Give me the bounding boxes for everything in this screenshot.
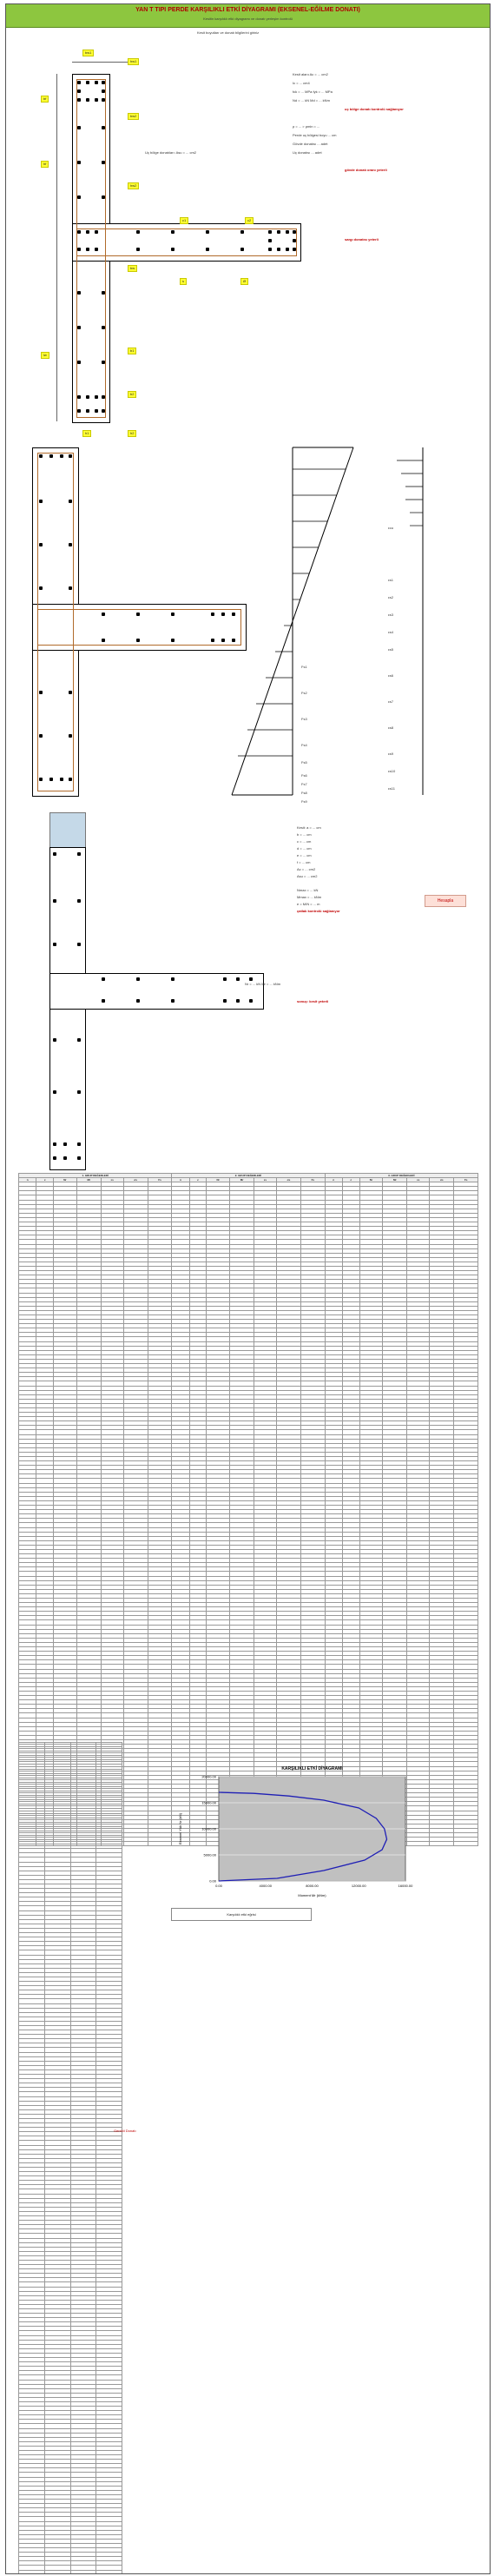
input-label[interactable]: hw1: [128, 58, 139, 65]
table-row: [19, 2570, 122, 2574]
column-header: Mr: [383, 1178, 407, 1182]
column-header: n: [172, 1178, 189, 1182]
calculate-button[interactable]: Hesapla: [425, 895, 466, 907]
column-header: Mr: [230, 1178, 254, 1182]
x-tick-label: 4000.00: [259, 1884, 272, 1888]
column-header: Nr: [54, 1178, 77, 1182]
narrow-table: [18, 1742, 122, 2574]
chart-title: KARŞILIKLI ETKİ DİYAGRAMI: [281, 1766, 343, 1771]
input-label[interactable]: c1: [180, 217, 188, 224]
sheet-subtitle: Kesitin karşılıklı etki diyagramı ve donatı yerleşim kontrolü: [203, 17, 293, 21]
input-label[interactable]: bf: [41, 96, 49, 103]
column-header: c: [36, 1178, 54, 1182]
x-tick-label: 12000.00: [351, 1884, 366, 1888]
input-label[interactable]: bw: [128, 265, 137, 272]
group-header: 3. GRUP DEĞERLERİ: [325, 1174, 478, 1178]
column-header: Mr: [76, 1178, 101, 1182]
column-header: n: [19, 1178, 36, 1182]
required-reinforcement-note: Gerekli Donatı: [114, 2129, 136, 2133]
header-banner: [6, 4, 490, 28]
column-header: σs: [276, 1178, 300, 1182]
dim-line-vertical: [56, 74, 57, 421]
group-header: 2. GRUP DEĞERLERİ: [172, 1174, 325, 1178]
y-tick-label: 20000.00: [201, 1774, 216, 1779]
input-label[interactable]: lw: [41, 352, 49, 359]
interaction-chart-svg: [171, 1761, 423, 1900]
input-label[interactable]: bw1: [82, 50, 94, 56]
y-tick-label: 0.00: [209, 1878, 216, 1884]
input-label[interactable]: b2: [128, 391, 136, 398]
worksheet: YAN T TIPI PERDE KARŞILIKLI ETKİ DİYAGRAMI (EKSENEL-EĞİLME DONATI) Kesitin karşılıklı etki diyagramı ve donatı yerleşim kontrolü Kesit boyutları ve donatı bilgilerini giriniz bw1 hw1 bf hf bw2 hw2 c1 c2 s Ø bw lw b1 b2 h1 h2 Uç bölge donatıları: Asu = ... cm2 Kesit alanı Ac = ... cm2 Ic = ... cm4 fck = ... MPa fyk = ... MPa Nd = ... kN Md = ... kNm ρ = ... > ρmin = ... Perde uç bölgesi boyu ... cm Gövde donatısı ... adet Uç donatısı ... adet uç bölge donatı kontrolü sağlanıyor gövde donatı oranı yeterli sargı donatısı yeterli εcu εs1 εs2 εs3 εs4 εs5 εs6 εs7 εs8 εs9 εs10 εs11 Fs1 Fs2 Fs3 Fs4 Fs5 Fs6 Fs7 Fs8 Fs9 Kesit: a = ... cm b = ... cm c = ... cm d = ... cm e = ... cm f = ... cm Ac = ... cm2 Asu = ... cm2 Nmax = ... kN Mmax = ... kNm e = M/N = ... m çatlak kontrolü sağlanıyor Nr = ... kN Mr = ... kNm sonuç: kesit yeterli Hesapla 1. GRUP DEĞERLERİ 2. GRUP DEĞERLERİ 3. GRUP DEĞERLERİ n c Nr Mr εs σs Fs n c Nr Mr εs σs Fs n c Nr Mr εs σs Fs Gerekli Donatı 0.00 5000.00 10000.00 15000.00 20000.00 0.00 4000.00 8000.00 12000.00 16000.00 KARŞILIKLI ETKİ DİYAGRAMI Moment Mr (kNm) Eksenel Yük Nr (kN) Karşılıklı etki eğrisi: [5, 3, 491, 2574]
column-header: εs: [254, 1178, 277, 1182]
input-label[interactable]: Ø: [240, 278, 248, 285]
column-header: c: [342, 1178, 359, 1182]
x-tick-label: 0.00: [215, 1884, 222, 1888]
input-label[interactable]: hf: [41, 161, 49, 168]
column-header: Fs: [148, 1178, 171, 1182]
x-tick-label: 16000.00: [398, 1884, 413, 1888]
x-axis-label: Moment Mr (kNm): [298, 1893, 326, 1897]
interaction-chart: [171, 1761, 423, 1900]
column-header: σs: [430, 1178, 454, 1182]
x-tick-label: 8000.00: [306, 1884, 319, 1888]
column-header: n: [325, 1178, 342, 1182]
column-header: εs: [101, 1178, 123, 1182]
wall-flange-cover: [76, 228, 297, 256]
section1-callout: Uç bölge donatıları: Asu = ... cm2: [145, 150, 197, 155]
column-header: Fs: [454, 1178, 478, 1182]
group-header: 1. GRUP DEĞERLERİ: [19, 1174, 172, 1178]
input-label[interactable]: hw2: [128, 182, 139, 189]
column-header: Fs: [301, 1178, 325, 1182]
input-label[interactable]: h1: [82, 430, 91, 437]
chart-legend[interactable]: Karşılıklı etki eğrisi: [171, 1908, 312, 1921]
y-tick-label: 10000.00: [201, 1826, 216, 1831]
column-header: εs: [407, 1178, 430, 1182]
column-header: Nr: [207, 1178, 230, 1182]
input-note: Kesit boyutları ve donatı bilgilerini giriniz: [197, 30, 260, 35]
column-header: c: [189, 1178, 207, 1182]
y-axis-label: Eksenel Yük Nr (kN): [178, 1812, 182, 1845]
y-tick-label: 5000.00: [203, 1852, 216, 1858]
sheet-title: YAN T TIPI PERDE KARŞILIKLI ETKİ DİYAGRAMI (EKSENEL-EĞİLME DONATI): [135, 7, 360, 13]
input-label[interactable]: c2: [245, 217, 254, 224]
column-header: σs: [123, 1178, 148, 1182]
strain-diagram: [223, 443, 484, 799]
input-label[interactable]: h2: [128, 430, 136, 437]
input-label[interactable]: s: [180, 278, 187, 285]
input-label[interactable]: b1: [128, 348, 136, 354]
input-label[interactable]: bw2: [128, 113, 139, 120]
y-tick-label: 15000.00: [201, 1800, 216, 1805]
column-header: Nr: [359, 1178, 383, 1182]
dim-line-horizontal: [72, 62, 133, 63]
